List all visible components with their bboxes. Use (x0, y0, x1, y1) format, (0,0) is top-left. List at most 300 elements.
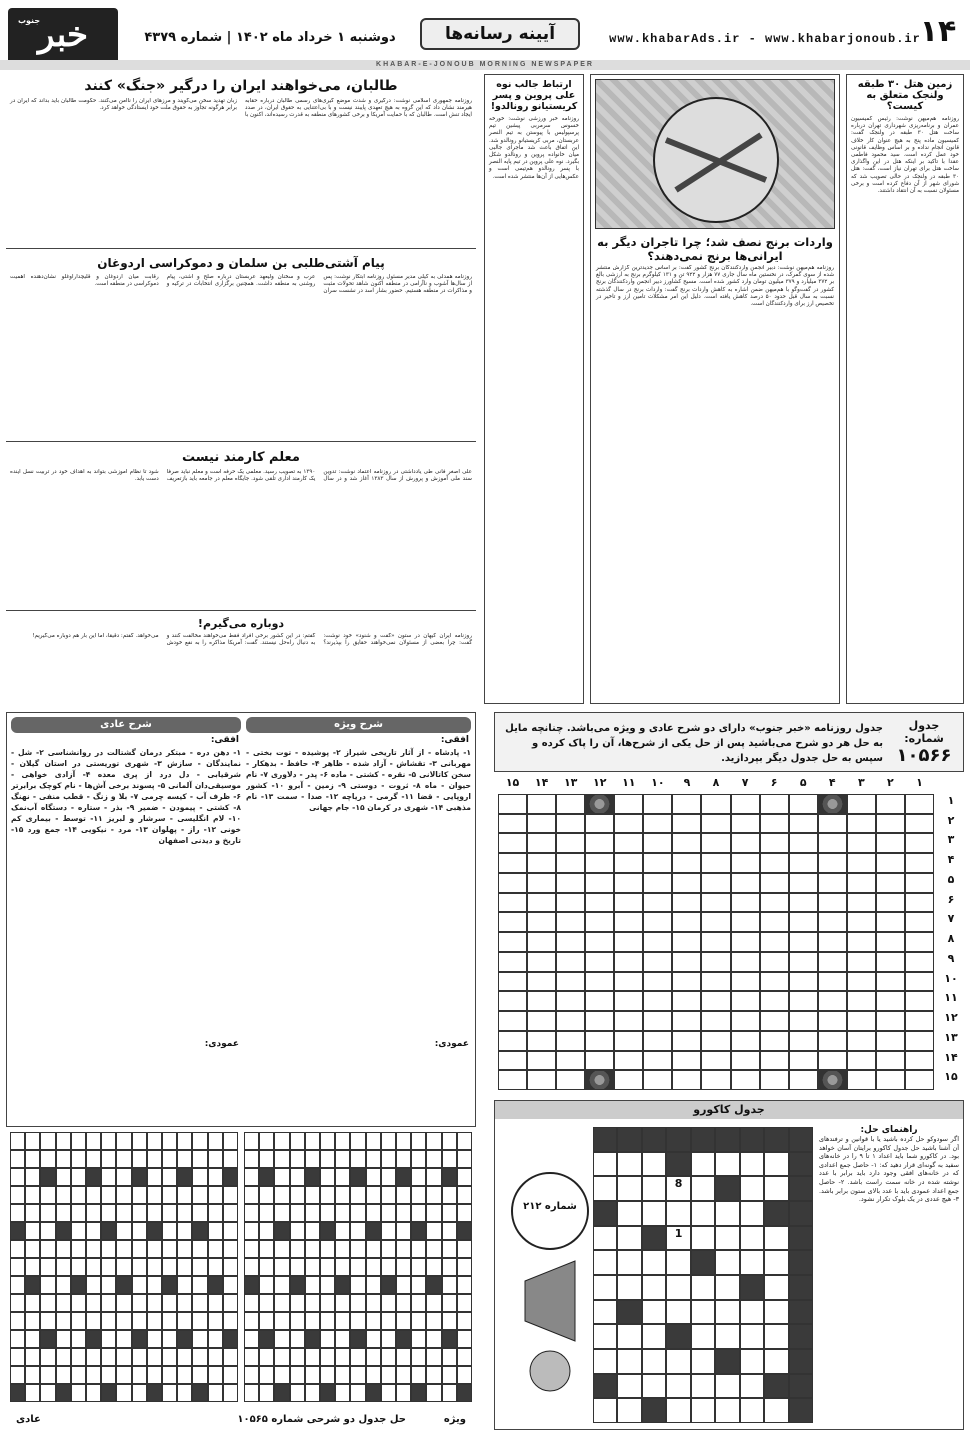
crossword-cell[interactable] (905, 893, 934, 913)
kakuro-cell[interactable] (617, 1324, 641, 1349)
crossword-cell[interactable] (614, 814, 643, 834)
crossword-cell[interactable] (527, 912, 556, 932)
crossword-cell[interactable] (701, 853, 730, 873)
crossword-cell[interactable] (847, 991, 876, 1011)
crossword-cell[interactable] (847, 814, 876, 834)
crossword-cell[interactable] (876, 1051, 905, 1071)
crossword-cell[interactable] (701, 952, 730, 972)
crossword-cell[interactable] (701, 991, 730, 1011)
kakuro-cell[interactable] (642, 1324, 666, 1349)
crossword-cell[interactable] (614, 833, 643, 853)
kakuro-cell[interactable] (593, 1250, 617, 1275)
kakuro-cell[interactable] (715, 1152, 739, 1177)
crossword-cell[interactable] (789, 1070, 818, 1090)
crossword-cell[interactable] (876, 833, 905, 853)
crossword-cell[interactable] (498, 893, 527, 913)
crossword-cell[interactable] (818, 952, 847, 972)
crossword-cell[interactable] (701, 893, 730, 913)
crossword-cell[interactable] (847, 972, 876, 992)
crossword-cell[interactable] (905, 1011, 934, 1031)
kakuro-cell[interactable] (593, 1349, 617, 1374)
crossword-cell[interactable] (614, 794, 643, 814)
crossword-cell[interactable] (585, 972, 614, 992)
crossword-cell[interactable] (789, 1031, 818, 1051)
crossword-cell[interactable] (760, 873, 789, 893)
crossword-cell[interactable] (731, 932, 760, 952)
kakuro-cell[interactable] (691, 1349, 715, 1374)
crossword-cell[interactable] (818, 1011, 847, 1031)
crossword-cell[interactable] (498, 833, 527, 853)
crossword-cell[interactable] (585, 814, 614, 834)
crossword-cell[interactable] (556, 893, 585, 913)
kakuro-cell[interactable] (642, 1176, 666, 1201)
crossword-cell[interactable] (876, 893, 905, 913)
crossword-cell[interactable] (905, 794, 934, 814)
crossword-cell[interactable] (672, 833, 701, 853)
crossword-cell[interactable] (876, 932, 905, 952)
crossword-cell[interactable] (731, 1070, 760, 1090)
crossword-cell[interactable] (527, 814, 556, 834)
kakuro-cell[interactable]: 8 (666, 1176, 690, 1201)
crossword-cell[interactable] (643, 873, 672, 893)
crossword-cell[interactable] (556, 1051, 585, 1071)
crossword-cell[interactable] (876, 991, 905, 1011)
kakuro-cell[interactable] (715, 1324, 739, 1349)
crossword-cell[interactable] (701, 814, 730, 834)
kakuro-cell[interactable] (740, 1176, 764, 1201)
kakuro-cell[interactable] (764, 1152, 788, 1177)
crossword-cell[interactable] (498, 1070, 527, 1090)
kakuro-cell[interactable] (740, 1226, 764, 1251)
crossword-cell[interactable] (643, 1011, 672, 1031)
crossword-cell[interactable] (876, 873, 905, 893)
crossword-cell[interactable] (527, 853, 556, 873)
crossword-cell[interactable] (614, 912, 643, 932)
crossword-cell[interactable] (556, 1011, 585, 1031)
crossword-cell[interactable] (614, 1070, 643, 1090)
crossword-cell[interactable] (614, 893, 643, 913)
crossword-cell[interactable] (760, 932, 789, 952)
crossword-cell[interactable] (905, 932, 934, 952)
kakuro-cell[interactable] (691, 1226, 715, 1251)
kakuro-cell[interactable] (691, 1275, 715, 1300)
crossword-cell[interactable] (672, 912, 701, 932)
kakuro-cell[interactable] (617, 1176, 641, 1201)
crossword-cell[interactable] (643, 833, 672, 853)
crossword-cell[interactable] (643, 1051, 672, 1071)
crossword-cell[interactable] (498, 991, 527, 1011)
kakuro-cell[interactable] (642, 1201, 666, 1226)
crossword-cell[interactable] (527, 972, 556, 992)
kakuro-cell[interactable] (617, 1226, 641, 1251)
crossword-cell[interactable] (905, 1070, 934, 1090)
kakuro-cell[interactable] (715, 1226, 739, 1251)
crossword-cell[interactable] (818, 853, 847, 873)
crossword-cell[interactable] (701, 1051, 730, 1071)
crossword-cell[interactable] (905, 833, 934, 853)
crossword-cell[interactable] (614, 932, 643, 952)
crossword-cell[interactable] (847, 893, 876, 913)
kakuro-cell[interactable] (593, 1398, 617, 1423)
crossword-cell[interactable] (498, 1051, 527, 1071)
crossword-cell[interactable] (498, 932, 527, 952)
kakuro-cell[interactable] (715, 1250, 739, 1275)
crossword-cell[interactable] (905, 952, 934, 972)
kakuro-cell[interactable] (617, 1275, 641, 1300)
crossword-cell[interactable] (643, 1031, 672, 1051)
crossword-cell[interactable] (556, 991, 585, 1011)
kakuro-cell[interactable] (715, 1300, 739, 1325)
crossword-cell[interactable] (876, 1031, 905, 1051)
crossword-cell[interactable] (731, 814, 760, 834)
kakuro-cell[interactable] (666, 1374, 690, 1399)
crossword-cell[interactable] (789, 952, 818, 972)
kakuro-cell[interactable] (617, 1152, 641, 1177)
kakuro-cell[interactable] (593, 1275, 617, 1300)
crossword-grid[interactable] (498, 794, 934, 1090)
crossword-cell[interactable] (905, 873, 934, 893)
crossword-cell[interactable] (818, 1031, 847, 1051)
crossword-cell[interactable] (905, 814, 934, 834)
crossword-cell[interactable] (527, 1031, 556, 1051)
crossword-cell[interactable] (614, 1051, 643, 1071)
crossword-cell[interactable] (585, 991, 614, 1011)
kakuro-cell[interactable] (691, 1201, 715, 1226)
crossword-cell[interactable] (905, 972, 934, 992)
crossword-cell[interactable] (818, 912, 847, 932)
crossword-cell[interactable] (527, 952, 556, 972)
crossword-cell[interactable] (643, 893, 672, 913)
crossword-cell[interactable] (643, 991, 672, 1011)
crossword-cell[interactable] (614, 853, 643, 873)
crossword-cell[interactable] (701, 972, 730, 992)
kakuro-cell[interactable] (740, 1201, 764, 1226)
crossword-cell[interactable] (701, 1011, 730, 1031)
crossword-cell[interactable] (585, 952, 614, 972)
crossword-cell[interactable] (527, 1011, 556, 1031)
crossword-cell[interactable] (847, 1031, 876, 1051)
crossword-cell[interactable] (876, 952, 905, 972)
crossword-cell[interactable] (847, 932, 876, 952)
crossword-cell[interactable] (789, 814, 818, 834)
kakuro-cell[interactable] (691, 1398, 715, 1423)
crossword-cell[interactable] (876, 1070, 905, 1090)
kakuro-cell[interactable] (740, 1349, 764, 1374)
crossword-cell[interactable] (847, 833, 876, 853)
crossword-cell[interactable] (643, 912, 672, 932)
crossword-cell[interactable] (818, 833, 847, 853)
crossword-cell[interactable] (585, 1051, 614, 1071)
kakuro-cell[interactable] (593, 1324, 617, 1349)
crossword-cell[interactable] (527, 893, 556, 913)
kakuro-cell[interactable] (593, 1176, 617, 1201)
kakuro-cell[interactable] (642, 1349, 666, 1374)
crossword-cell[interactable] (498, 853, 527, 873)
kakuro-cell[interactable] (617, 1398, 641, 1423)
kakuro-cell[interactable] (715, 1201, 739, 1226)
crossword-cell[interactable] (789, 853, 818, 873)
crossword-cell[interactable] (498, 794, 527, 814)
crossword-cell[interactable] (789, 873, 818, 893)
crossword-cell[interactable] (760, 1070, 789, 1090)
crossword-cell[interactable] (585, 873, 614, 893)
crossword-cell[interactable] (672, 1051, 701, 1071)
crossword-cell[interactable] (905, 1051, 934, 1071)
crossword-cell[interactable] (818, 991, 847, 1011)
crossword-cell[interactable] (672, 932, 701, 952)
crossword-cell[interactable] (585, 1011, 614, 1031)
crossword-cell[interactable] (876, 912, 905, 932)
crossword-cell[interactable] (905, 991, 934, 1011)
kakuro-cell[interactable] (691, 1176, 715, 1201)
crossword-cell[interactable] (672, 893, 701, 913)
crossword-cell[interactable] (614, 873, 643, 893)
crossword-cell[interactable] (527, 932, 556, 952)
crossword-cell[interactable] (643, 814, 672, 834)
crossword-cell[interactable] (701, 873, 730, 893)
crossword-cell[interactable] (847, 1070, 876, 1090)
crossword-cell[interactable] (614, 1011, 643, 1031)
crossword-cell[interactable] (585, 853, 614, 873)
kakuro-cell[interactable] (764, 1300, 788, 1325)
crossword-cell[interactable] (672, 853, 701, 873)
crossword-cell[interactable] (585, 1031, 614, 1051)
crossword-cell[interactable] (789, 833, 818, 853)
crossword-cell[interactable] (556, 1031, 585, 1051)
crossword-cell[interactable] (847, 794, 876, 814)
crossword-cell[interactable] (731, 972, 760, 992)
kakuro-cell[interactable] (740, 1152, 764, 1177)
kakuro-cell[interactable] (617, 1349, 641, 1374)
crossword-cell[interactable] (556, 1070, 585, 1090)
crossword-cell[interactable] (672, 1011, 701, 1031)
crossword-cell[interactable] (789, 912, 818, 932)
crossword-cell[interactable] (556, 932, 585, 952)
crossword-cell[interactable] (760, 991, 789, 1011)
crossword-cell[interactable] (876, 853, 905, 873)
crossword-cell[interactable] (672, 1070, 701, 1090)
crossword-cell[interactable] (876, 794, 905, 814)
crossword-cell[interactable] (876, 972, 905, 992)
crossword-cell[interactable] (760, 814, 789, 834)
kakuro-cell[interactable] (740, 1398, 764, 1423)
crossword-cell[interactable] (847, 873, 876, 893)
crossword-cell[interactable] (672, 814, 701, 834)
kakuro-cell[interactable] (642, 1300, 666, 1325)
crossword-cell[interactable] (672, 972, 701, 992)
kakuro-cell[interactable] (666, 1275, 690, 1300)
crossword-cell[interactable] (556, 972, 585, 992)
kakuro-cell[interactable] (593, 1226, 617, 1251)
crossword-cell[interactable] (556, 853, 585, 873)
kakuro-cell[interactable] (691, 1300, 715, 1325)
crossword-cell[interactable] (731, 991, 760, 1011)
crossword-cell[interactable] (701, 932, 730, 952)
crossword-cell[interactable] (672, 991, 701, 1011)
crossword-cell[interactable] (847, 853, 876, 873)
kakuro-cell[interactable] (593, 1152, 617, 1177)
crossword-cell[interactable] (701, 1031, 730, 1051)
kakuro-cell[interactable] (740, 1300, 764, 1325)
crossword-cell[interactable] (818, 932, 847, 952)
kakuro-cell[interactable] (666, 1250, 690, 1275)
crossword-cell[interactable] (614, 991, 643, 1011)
crossword-cell[interactable] (731, 853, 760, 873)
crossword-cell[interactable] (643, 932, 672, 952)
crossword-cell[interactable] (847, 1011, 876, 1031)
crossword-cell[interactable] (585, 912, 614, 932)
crossword-cell[interactable] (760, 912, 789, 932)
crossword-cell[interactable] (527, 1051, 556, 1071)
kakuro-cell[interactable] (764, 1176, 788, 1201)
kakuro-cell[interactable] (764, 1349, 788, 1374)
crossword-cell[interactable] (905, 912, 934, 932)
crossword-cell[interactable] (731, 794, 760, 814)
kakuro-cell[interactable] (715, 1374, 739, 1399)
crossword-cell[interactable] (789, 972, 818, 992)
kakuro-cell[interactable] (764, 1324, 788, 1349)
kakuro-cell[interactable] (715, 1275, 739, 1300)
crossword-cell[interactable] (701, 912, 730, 932)
crossword-cell[interactable] (527, 991, 556, 1011)
crossword-cell[interactable] (731, 873, 760, 893)
kakuro-cell[interactable] (764, 1275, 788, 1300)
crossword-cell[interactable] (789, 794, 818, 814)
kakuro-cell[interactable] (740, 1374, 764, 1399)
crossword-cell[interactable] (847, 952, 876, 972)
crossword-cell[interactable] (643, 794, 672, 814)
crossword-cell[interactable] (672, 794, 701, 814)
kakuro-cell[interactable] (617, 1250, 641, 1275)
crossword-cell[interactable] (789, 893, 818, 913)
crossword-cell[interactable] (789, 1051, 818, 1071)
crossword-cell[interactable] (760, 1051, 789, 1071)
crossword-cell[interactable] (672, 1031, 701, 1051)
kakuro-cell[interactable] (764, 1398, 788, 1423)
crossword-cell[interactable] (614, 952, 643, 972)
crossword-cell[interactable] (701, 794, 730, 814)
crossword-cell[interactable] (876, 1011, 905, 1031)
crossword-cell[interactable] (731, 952, 760, 972)
kakuro-cell[interactable] (691, 1374, 715, 1399)
crossword-cell[interactable] (818, 972, 847, 992)
kakuro-cell[interactable] (666, 1398, 690, 1423)
crossword-cell[interactable] (556, 814, 585, 834)
crossword-cell[interactable] (585, 932, 614, 952)
crossword-cell[interactable] (818, 873, 847, 893)
crossword-cell[interactable] (643, 972, 672, 992)
kakuro-cell[interactable] (740, 1250, 764, 1275)
crossword-cell[interactable] (672, 952, 701, 972)
kakuro-cell[interactable] (642, 1374, 666, 1399)
crossword-cell[interactable] (760, 893, 789, 913)
crossword-cell[interactable] (760, 853, 789, 873)
crossword-cell[interactable] (527, 833, 556, 853)
crossword-cell[interactable] (760, 794, 789, 814)
crossword-cell[interactable] (498, 952, 527, 972)
crossword-cell[interactable] (818, 1051, 847, 1071)
kakuro-cell[interactable] (764, 1250, 788, 1275)
kakuro-cell[interactable] (593, 1300, 617, 1325)
kakuro-cell[interactable] (740, 1324, 764, 1349)
crossword-cell[interactable] (789, 932, 818, 952)
crossword-cell[interactable] (556, 873, 585, 893)
crossword-cell[interactable] (701, 1070, 730, 1090)
crossword-cell[interactable] (527, 794, 556, 814)
crossword-cell[interactable] (643, 952, 672, 972)
crossword-cell[interactable] (731, 893, 760, 913)
crossword-cell[interactable] (556, 912, 585, 932)
kakuro-cell[interactable]: 1 (666, 1226, 690, 1251)
website-url[interactable]: www.khabarAds.ir - www.khabarjonoub.ir (609, 32, 921, 46)
kakuro-cell[interactable] (666, 1201, 690, 1226)
crossword-cell[interactable] (614, 972, 643, 992)
crossword-cell[interactable] (701, 833, 730, 853)
kakuro-cell[interactable] (642, 1275, 666, 1300)
kakuro-cell[interactable] (691, 1152, 715, 1177)
kakuro-cell[interactable] (715, 1398, 739, 1423)
kakuro-cell[interactable] (617, 1374, 641, 1399)
crossword-cell[interactable] (527, 873, 556, 893)
kakuro-cell[interactable] (642, 1152, 666, 1177)
kakuro-cell[interactable] (642, 1250, 666, 1275)
crossword-cell[interactable] (760, 1011, 789, 1031)
crossword-cell[interactable] (731, 833, 760, 853)
crossword-cell[interactable] (760, 972, 789, 992)
kakuro-grid[interactable] (593, 1127, 813, 1423)
crossword-cell[interactable] (585, 893, 614, 913)
crossword-cell[interactable] (876, 814, 905, 834)
crossword-cell[interactable] (760, 833, 789, 853)
crossword-cell[interactable] (731, 1031, 760, 1051)
crossword-cell[interactable] (731, 1051, 760, 1071)
crossword-cell[interactable] (498, 912, 527, 932)
crossword-cell[interactable] (789, 1011, 818, 1031)
crossword-cell[interactable] (905, 1031, 934, 1051)
crossword-cell[interactable] (818, 893, 847, 913)
crossword-cell[interactable] (643, 1070, 672, 1090)
kakuro-cell[interactable] (666, 1349, 690, 1374)
crossword-cell[interactable] (556, 794, 585, 814)
crossword-cell[interactable] (614, 1031, 643, 1051)
crossword-cell[interactable] (556, 952, 585, 972)
crossword-cell[interactable] (556, 833, 585, 853)
kakuro-cell[interactable] (691, 1324, 715, 1349)
crossword-cell[interactable] (585, 833, 614, 853)
kakuro-cell[interactable] (617, 1201, 641, 1226)
crossword-cell[interactable] (847, 912, 876, 932)
crossword-cell[interactable] (498, 814, 527, 834)
kakuro-cell[interactable] (666, 1300, 690, 1325)
kakuro-cell[interactable] (764, 1226, 788, 1251)
crossword-cell[interactable] (847, 1051, 876, 1071)
crossword-cell[interactable] (643, 853, 672, 873)
crossword-cell[interactable] (672, 873, 701, 893)
crossword-cell[interactable] (498, 873, 527, 893)
crossword-cell[interactable] (905, 853, 934, 873)
crossword-cell[interactable] (498, 1011, 527, 1031)
crossword-cell[interactable] (789, 991, 818, 1011)
crossword-cell[interactable] (818, 814, 847, 834)
crossword-cell[interactable] (731, 912, 760, 932)
crossword-cell[interactable] (760, 1031, 789, 1051)
crossword-cell[interactable] (731, 1011, 760, 1031)
crossword-cell[interactable] (498, 972, 527, 992)
crossword-cell[interactable] (527, 1070, 556, 1090)
solution-cell (116, 1150, 131, 1168)
crossword-cell[interactable] (498, 1031, 527, 1051)
crossword-cell[interactable] (760, 952, 789, 972)
